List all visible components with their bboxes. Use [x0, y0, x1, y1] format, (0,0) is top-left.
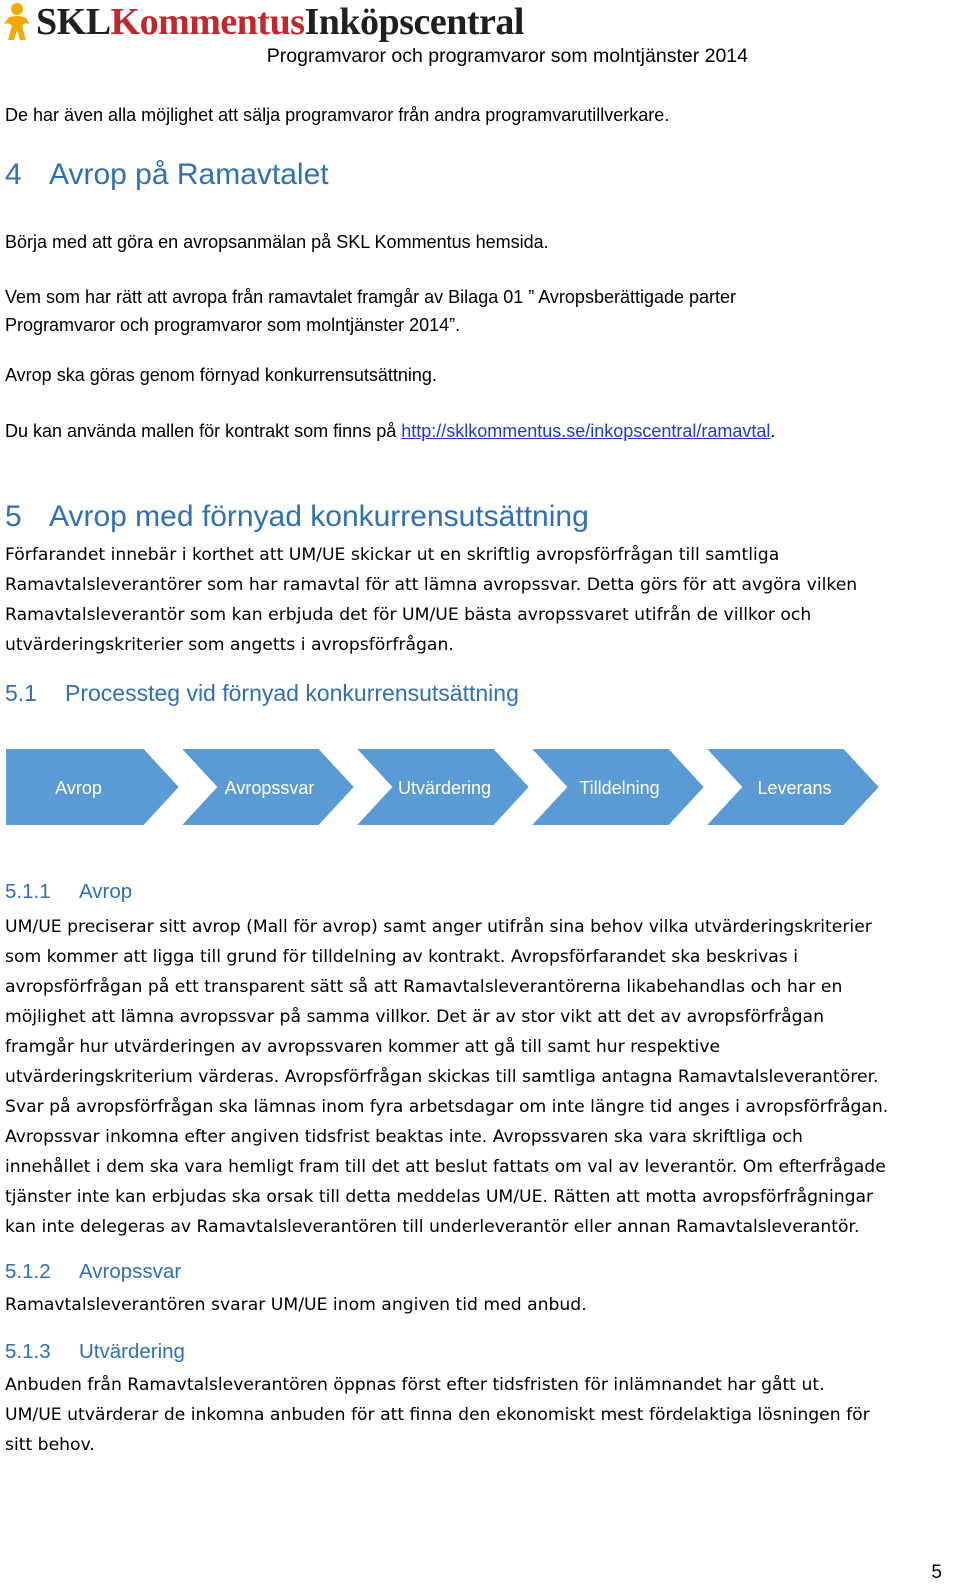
- section-5-1-1-title: Avrop: [79, 880, 133, 903]
- logo-skl-text: SKL: [36, 1, 111, 43]
- section-4-paragraph-3: Avrop ska göras genom förnyad konkurrensutsättning.: [5, 365, 437, 385]
- section-5-1-1-line-3: avropsförfrågan på ett transparent sätt så att Ramavtalsleverantörerna likabehandlas och har en: [5, 977, 843, 997]
- section-4-heading: [5, 158, 329, 192]
- section-5-1-1-line-10: tjänster inte kan erbjudas ska orsak till detta meddelas UM/UE. Rätten att motta avropsförfrågningar: [5, 1187, 874, 1207]
- running-header-title: Programvaror och programvaror som molntjänster 2014: [266, 45, 748, 67]
- section-5-1-3-line-2: UM/UE utvärderar de inkomna anbuden för att finna den ekonomiskt mest fördelaktiga lösningen för: [5, 1405, 870, 1425]
- logo-kommentus-text: Kommentus: [110, 1, 305, 43]
- intro-paragraph: De har även alla möjlighet att sälja programvaror från andra programvarutillverkare.: [5, 105, 670, 125]
- section-5-title: Avrop med förnyad konkurrensutsättning: [49, 500, 589, 533]
- person-figure-icon: [4, 2, 34, 42]
- section-5-line-2: Ramavtalsleverantörer som har ramavtal för att lämna avropssvar. Detta görs för att avgöra vilken: [5, 575, 858, 595]
- section-5-line-1: Förfarandet innebär i korthet att UM/UE skickar ut en skriftlig avropsförfrågan till samtliga: [5, 545, 780, 565]
- process-step-label: Utvärdering: [397, 778, 492, 798]
- section-5-1-1-line-6: utvärderingskriterium värderas. Avropsförfrågan skickas till samtliga antagna Ramavtalsleverantörer.: [5, 1067, 879, 1087]
- section-5-1-3-line-3: sitt behov.: [5, 1435, 95, 1455]
- section-5-heading: [5, 500, 589, 534]
- ramavtal-link[interactable]: http://sklkommentus.se/inkopscentral/ramavtal: [401, 421, 771, 441]
- process-flow-diagram: [5, 748, 905, 828]
- section-5-line-3: Ramavtalsleverantör som kan erbjuda det för UM/UE bästa avropssvaret utifrån de villkor och: [5, 605, 812, 625]
- section-5-1-1-heading: [5, 880, 132, 904]
- section-5-1-1-line-1: UM/UE preciserar sitt avrop (Mall för avrop) samt anger utifrån sina behov vilka utvärderingskriterier: [5, 917, 872, 937]
- section-4-paragraph-2-line-2: Programvaror och programvaror som molntjänster 2014”.: [5, 315, 461, 335]
- section-5-1-title: Processteg vid förnyad konkurrensutsättning: [65, 680, 519, 706]
- process-step-label: Avrop: [55, 778, 102, 798]
- section-5-1-2-text: Ramavtalsleverantören svarar UM/UE inom angiven tid med anbud.: [5, 1295, 587, 1315]
- section-4-paragraph-2-line-1: Vem som har rätt att avropa från ramavtalet framgår av Bilaga 01 ” Avropsberättigade parter: [5, 287, 737, 307]
- section-5-1-1-number: 5.1.1: [5, 880, 51, 903]
- template-text: Du kan använda mallen för kontrakt som finns på: [5, 421, 402, 441]
- process-step-label: Avropssvar: [224, 778, 315, 798]
- section-4-title: Avrop på Ramavtalet: [49, 158, 329, 191]
- section-5-1-3-line-1: Anbuden från Ramavtalsleverantören öppnas först efter tidsfristen för inlämnandet har gått ut.: [5, 1375, 825, 1395]
- process-step-label: Leverans: [757, 778, 832, 798]
- section-5-1-2-title: Avropssvar: [79, 1260, 182, 1283]
- process-step-avropssvar: [180, 748, 355, 826]
- process-step-avrop: [5, 748, 180, 826]
- process-step-utvärdering: [355, 748, 530, 826]
- logo: [4, 0, 524, 44]
- section-5-1-2-number: 5.1.2: [5, 1260, 51, 1283]
- section-4-number: 4: [5, 158, 22, 191]
- page-number: 5: [931, 1562, 942, 1583]
- section-4-paragraph-4: [5, 416, 950, 447]
- section-5-1-1-line-11: kan inte delegeras av Ramavtalsleverantören till underleverantör eller annan Ramavtalsleverantör.: [5, 1217, 860, 1237]
- section-5-number: 5: [5, 500, 22, 533]
- section-5-1-1-line-9: innehållet i dem ska vara hemligt fram till det att beslut fattats om val av leverantör. Om efterfrågade: [5, 1157, 886, 1177]
- process-step-tilldelning: [530, 748, 705, 826]
- section-5-1-1-line-5: framgår hur utvärderingen av avropssvaren kommer att gå till samt hur respektive: [5, 1037, 721, 1057]
- section-5-1-heading: [5, 680, 519, 707]
- section-5-1-1-line-8: Avropssvar inkomna efter angiven tidsfrist beaktas inte. Avropssvaren ska vara skriftliga och: [5, 1127, 803, 1147]
- section-5-line-4: utvärderingskriterier som angetts i avropsförfrågan.: [5, 635, 454, 655]
- logo-inkopscentral-text: Inköpscentral: [304, 1, 524, 43]
- section-5-1-1-line-7: Svar på avropsförfrågan ska lämnas inom fyra arbetsdagar om inte längre tid anges i avropsförfrågan.: [5, 1097, 889, 1117]
- section-5-1-1-line-4: möjlighet att lämna avropssvar på samma villkor. Det är av stor vikt att det av avropsförfrågan: [5, 1007, 824, 1027]
- section-5-1-3-heading: [5, 1340, 185, 1364]
- process-flow: [5, 748, 905, 828]
- process-step-label: Tilldelning: [579, 778, 660, 798]
- section-5-1-number: 5.1: [5, 680, 37, 706]
- process-step-leverans: [705, 748, 880, 826]
- section-4-paragraph-1: Börja med att göra en avropsanmälan på SKL Kommentus hemsida.: [5, 232, 549, 252]
- section-5-1-3-number: 5.1.3: [5, 1340, 51, 1363]
- section-5-1-3-title: Utvärdering: [79, 1340, 185, 1363]
- section-5-1-1-line-2: som kommer att ligga till grund för tilldelning av kontrakt. Avropsförfarandet ska beskrivas i: [5, 947, 798, 967]
- section-5-1-2-heading: [5, 1260, 181, 1284]
- template-suffix: .: [770, 421, 776, 441]
